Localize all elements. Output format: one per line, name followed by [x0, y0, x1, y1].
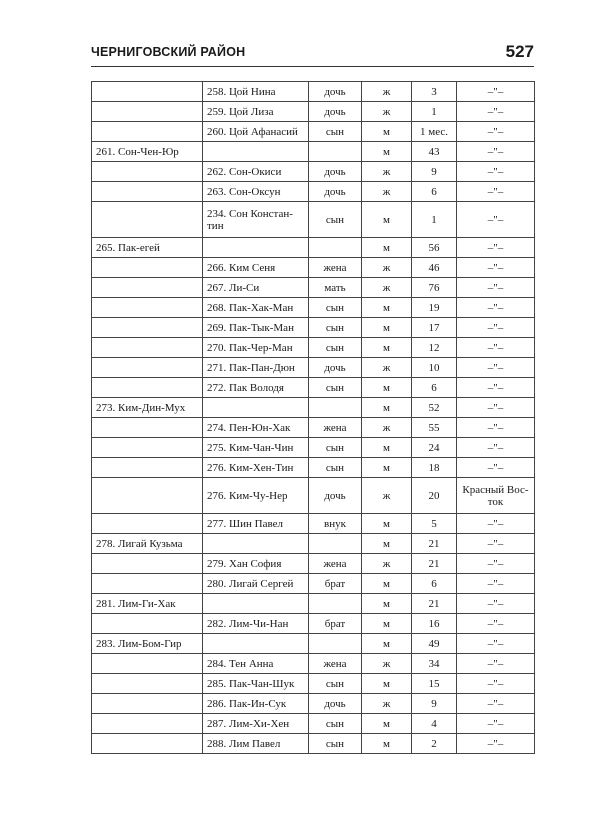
age-cell: 9	[412, 162, 457, 182]
table-row	[92, 654, 535, 674]
relation-cell	[309, 634, 362, 654]
relation-cell: сын	[309, 298, 362, 318]
head-of-family-cell	[92, 734, 203, 754]
sex-cell: м	[362, 734, 412, 754]
age-cell: 6	[412, 574, 457, 594]
table-row	[92, 478, 535, 514]
note-cell: –"–	[457, 554, 535, 574]
note-cell: –"–	[457, 182, 535, 202]
age-cell: 34	[412, 654, 457, 674]
head-of-family-cell	[92, 714, 203, 734]
family-member-cell	[203, 534, 309, 554]
relation-cell: брат	[309, 614, 362, 634]
head-of-family-cell	[92, 318, 203, 338]
relation-cell: сын	[309, 438, 362, 458]
family-member-cell: 234. Сон Констан-тин	[203, 202, 309, 238]
family-member-cell: 280. Лигай Сергей	[203, 574, 309, 594]
table-row	[92, 398, 535, 418]
note-cell: –"–	[457, 358, 535, 378]
family-member-cell: 288. Лим Павел	[203, 734, 309, 754]
table-row	[92, 122, 535, 142]
sex-cell: м	[362, 318, 412, 338]
table-row	[92, 318, 535, 338]
sex-cell: ж	[362, 694, 412, 714]
table-row	[92, 614, 535, 634]
family-member-cell: 259. Цой Лиза	[203, 102, 309, 122]
family-member-cell: 277. Шин Павел	[203, 514, 309, 534]
age-cell: 56	[412, 238, 457, 258]
relation-cell: дочь	[309, 82, 362, 102]
relation-cell	[309, 398, 362, 418]
family-member-cell: 284. Тен Анна	[203, 654, 309, 674]
note-cell: –"–	[457, 298, 535, 318]
registry-body	[92, 82, 535, 754]
table-row	[92, 554, 535, 574]
age-cell: 9	[412, 694, 457, 714]
table-row	[92, 458, 535, 478]
note-cell: –"–	[457, 162, 535, 182]
family-member-cell: 260. Цой Афанасий	[203, 122, 309, 142]
age-cell: 21	[412, 534, 457, 554]
sex-cell: м	[362, 298, 412, 318]
age-cell: 4	[412, 714, 457, 734]
sex-cell: м	[362, 594, 412, 614]
head-of-family-cell: 283. Лим-Бом-Гир	[92, 634, 203, 654]
relation-cell	[309, 594, 362, 614]
age-cell: 55	[412, 418, 457, 438]
family-member-cell: 263. Сон-Оксун	[203, 182, 309, 202]
age-cell: 46	[412, 258, 457, 278]
head-of-family-cell	[92, 162, 203, 182]
relation-cell: жена	[309, 418, 362, 438]
family-member-cell	[203, 142, 309, 162]
sex-cell: м	[362, 122, 412, 142]
age-cell: 12	[412, 338, 457, 358]
table-row	[92, 338, 535, 358]
family-member-cell	[203, 594, 309, 614]
head-of-family-cell	[92, 258, 203, 278]
note-cell: –"–	[457, 634, 535, 654]
relation-cell: сын	[309, 338, 362, 358]
head-of-family-cell: 281. Лим-Ги-Хак	[92, 594, 203, 614]
family-member-cell: 268. Пак-Хак-Ман	[203, 298, 309, 318]
sex-cell: ж	[362, 258, 412, 278]
age-cell: 43	[412, 142, 457, 162]
relation-cell: дочь	[309, 478, 362, 514]
sex-cell: м	[362, 714, 412, 734]
relation-cell	[309, 534, 362, 554]
table-row	[92, 142, 535, 162]
family-member-cell: 272. Пак Володя	[203, 378, 309, 398]
sex-cell: ж	[362, 654, 412, 674]
head-of-family-cell	[92, 458, 203, 478]
sex-cell: м	[362, 514, 412, 534]
relation-cell: мать	[309, 278, 362, 298]
table-row	[92, 182, 535, 202]
note-cell: –"–	[457, 378, 535, 398]
age-cell: 19	[412, 298, 457, 318]
family-member-cell	[203, 238, 309, 258]
note-cell: –"–	[457, 202, 535, 238]
head-of-family-cell	[92, 574, 203, 594]
head-of-family-cell	[92, 438, 203, 458]
table-row	[92, 202, 535, 238]
note-cell: –"–	[457, 654, 535, 674]
table-row	[92, 438, 535, 458]
note-cell: –"–	[457, 534, 535, 554]
table-row	[92, 298, 535, 318]
note-cell: –"–	[457, 458, 535, 478]
head-of-family-cell	[92, 674, 203, 694]
sex-cell: ж	[362, 82, 412, 102]
age-cell: 3	[412, 82, 457, 102]
page-number: 527	[505, 42, 534, 61]
note-cell: –"–	[457, 102, 535, 122]
head-of-family-cell	[92, 614, 203, 634]
sex-cell: м	[362, 238, 412, 258]
head-of-family-cell	[92, 654, 203, 674]
sex-cell: м	[362, 142, 412, 162]
family-member-cell: 276. Ким-Хен-Тин	[203, 458, 309, 478]
note-cell: –"–	[457, 514, 535, 534]
head-of-family-cell	[92, 514, 203, 534]
sex-cell: м	[362, 574, 412, 594]
relation-cell: жена	[309, 654, 362, 674]
relation-cell	[309, 238, 362, 258]
age-cell: 20	[412, 478, 457, 514]
sex-cell: м	[362, 534, 412, 554]
head-of-family-cell: 265. Пак-егей	[92, 238, 203, 258]
table-row	[92, 594, 535, 614]
relation-cell	[309, 142, 362, 162]
relation-cell: сын	[309, 318, 362, 338]
relation-cell: жена	[309, 554, 362, 574]
note-cell: –"–	[457, 734, 535, 754]
table-row	[92, 358, 535, 378]
table-row	[92, 674, 535, 694]
head-of-family-cell	[92, 378, 203, 398]
relation-cell: сын	[309, 714, 362, 734]
note-cell: –"–	[457, 142, 535, 162]
relation-cell: сын	[309, 378, 362, 398]
head-of-family-cell	[92, 102, 203, 122]
table-row	[92, 82, 535, 102]
table-row	[92, 534, 535, 554]
table-row	[92, 162, 535, 182]
head-of-family-cell	[92, 554, 203, 574]
age-cell: 21	[412, 594, 457, 614]
head-of-family-cell	[92, 202, 203, 238]
note-cell: Красный Вос-ток	[457, 478, 535, 514]
relation-cell: дочь	[309, 182, 362, 202]
note-cell: –"–	[457, 318, 535, 338]
head-of-family-cell	[92, 478, 203, 514]
age-cell: 10	[412, 358, 457, 378]
sex-cell: ж	[362, 554, 412, 574]
family-member-cell	[203, 634, 309, 654]
family-member-cell: 287. Лим-Хи-Хен	[203, 714, 309, 734]
family-member-cell: 266. Ким Сеня	[203, 258, 309, 278]
family-member-cell: 271. Пак-Пан-Дюн	[203, 358, 309, 378]
note-cell: –"–	[457, 278, 535, 298]
age-cell: 2	[412, 734, 457, 754]
family-member-cell: 274. Пен-Юн-Хак	[203, 418, 309, 438]
relation-cell: сын	[309, 674, 362, 694]
age-cell: 1 мес.	[412, 122, 457, 142]
sex-cell: м	[362, 458, 412, 478]
head-of-family-cell: 278. Лигай Кузьма	[92, 534, 203, 554]
table-row	[92, 514, 535, 534]
age-cell: 1	[412, 102, 457, 122]
age-cell: 16	[412, 614, 457, 634]
family-member-cell: 262. Сон-Окиси	[203, 162, 309, 182]
note-cell: –"–	[457, 438, 535, 458]
note-cell: –"–	[457, 258, 535, 278]
note-cell: –"–	[457, 574, 535, 594]
family-member-cell: 258. Цой Нина	[203, 82, 309, 102]
family-member-cell: 285. Пак-Чан-Шук	[203, 674, 309, 694]
relation-cell: брат	[309, 574, 362, 594]
sex-cell: ж	[362, 478, 412, 514]
relation-cell: жена	[309, 258, 362, 278]
relation-cell: сын	[309, 458, 362, 478]
relation-cell: сын	[309, 734, 362, 754]
age-cell: 18	[412, 458, 457, 478]
table-row	[92, 734, 535, 754]
family-member-cell: 270. Пак-Чер-Ман	[203, 338, 309, 358]
head-of-family-cell	[92, 418, 203, 438]
sex-cell: ж	[362, 162, 412, 182]
head-of-family-cell	[92, 338, 203, 358]
note-cell: –"–	[457, 418, 535, 438]
sex-cell: м	[362, 438, 412, 458]
head-of-family-cell	[92, 694, 203, 714]
table-row	[92, 574, 535, 594]
sex-cell: м	[362, 674, 412, 694]
note-cell: –"–	[457, 338, 535, 358]
family-member-cell: 279. Хан София	[203, 554, 309, 574]
table-row	[92, 634, 535, 654]
sex-cell: м	[362, 634, 412, 654]
relation-cell: дочь	[309, 162, 362, 182]
sex-cell: ж	[362, 102, 412, 122]
head-of-family-cell	[92, 82, 203, 102]
age-cell: 24	[412, 438, 457, 458]
note-cell: –"–	[457, 122, 535, 142]
sex-cell: ж	[362, 278, 412, 298]
running-title: ЧЕРНИГОВСКИЙ РАЙОН	[91, 45, 246, 59]
table-row	[92, 378, 535, 398]
age-cell: 15	[412, 674, 457, 694]
sex-cell: м	[362, 614, 412, 634]
sex-cell: м	[362, 338, 412, 358]
family-member-cell: 267. Ли-Си	[203, 278, 309, 298]
relation-cell: дочь	[309, 694, 362, 714]
page-header	[91, 42, 534, 67]
head-of-family-cell	[92, 182, 203, 202]
family-registry-table	[91, 81, 535, 754]
table-row	[92, 694, 535, 714]
note-cell: –"–	[457, 694, 535, 714]
age-cell: 1	[412, 202, 457, 238]
age-cell: 52	[412, 398, 457, 418]
note-cell: –"–	[457, 714, 535, 734]
note-cell: –"–	[457, 594, 535, 614]
age-cell: 6	[412, 182, 457, 202]
table-row	[92, 258, 535, 278]
sex-cell: м	[362, 202, 412, 238]
note-cell: –"–	[457, 238, 535, 258]
head-of-family-cell	[92, 358, 203, 378]
sex-cell: ж	[362, 358, 412, 378]
note-cell: –"–	[457, 674, 535, 694]
family-member-cell: 269. Пак-Тык-Ман	[203, 318, 309, 338]
head-of-family-cell: 273. Ким-Дин-Мух	[92, 398, 203, 418]
relation-cell: дочь	[309, 102, 362, 122]
table-row	[92, 418, 535, 438]
family-member-cell: 275. Ким-Чан-Чин	[203, 438, 309, 458]
family-member-cell: 282. Лим-Чи-Нан	[203, 614, 309, 634]
head-of-family-cell: 261. Сон-Чен-Юр	[92, 142, 203, 162]
sex-cell: ж	[362, 182, 412, 202]
age-cell: 49	[412, 634, 457, 654]
age-cell: 21	[412, 554, 457, 574]
table-row	[92, 714, 535, 734]
age-cell: 76	[412, 278, 457, 298]
relation-cell: дочь	[309, 358, 362, 378]
sex-cell: ж	[362, 418, 412, 438]
age-cell: 6	[412, 378, 457, 398]
family-member-cell: 286. Пак-Ин-Сук	[203, 694, 309, 714]
table-row	[92, 102, 535, 122]
head-of-family-cell	[92, 122, 203, 142]
sex-cell: м	[362, 378, 412, 398]
head-of-family-cell	[92, 298, 203, 318]
relation-cell: внук	[309, 514, 362, 534]
age-cell: 5	[412, 514, 457, 534]
sex-cell: м	[362, 398, 412, 418]
relation-cell: сын	[309, 202, 362, 238]
family-member-cell: 276. Ким-Чу-Нер	[203, 478, 309, 514]
table-row	[92, 238, 535, 258]
relation-cell: сын	[309, 122, 362, 142]
note-cell: –"–	[457, 82, 535, 102]
table-row	[92, 278, 535, 298]
note-cell: –"–	[457, 614, 535, 634]
age-cell: 17	[412, 318, 457, 338]
note-cell: –"–	[457, 398, 535, 418]
head-of-family-cell	[92, 278, 203, 298]
family-member-cell	[203, 398, 309, 418]
